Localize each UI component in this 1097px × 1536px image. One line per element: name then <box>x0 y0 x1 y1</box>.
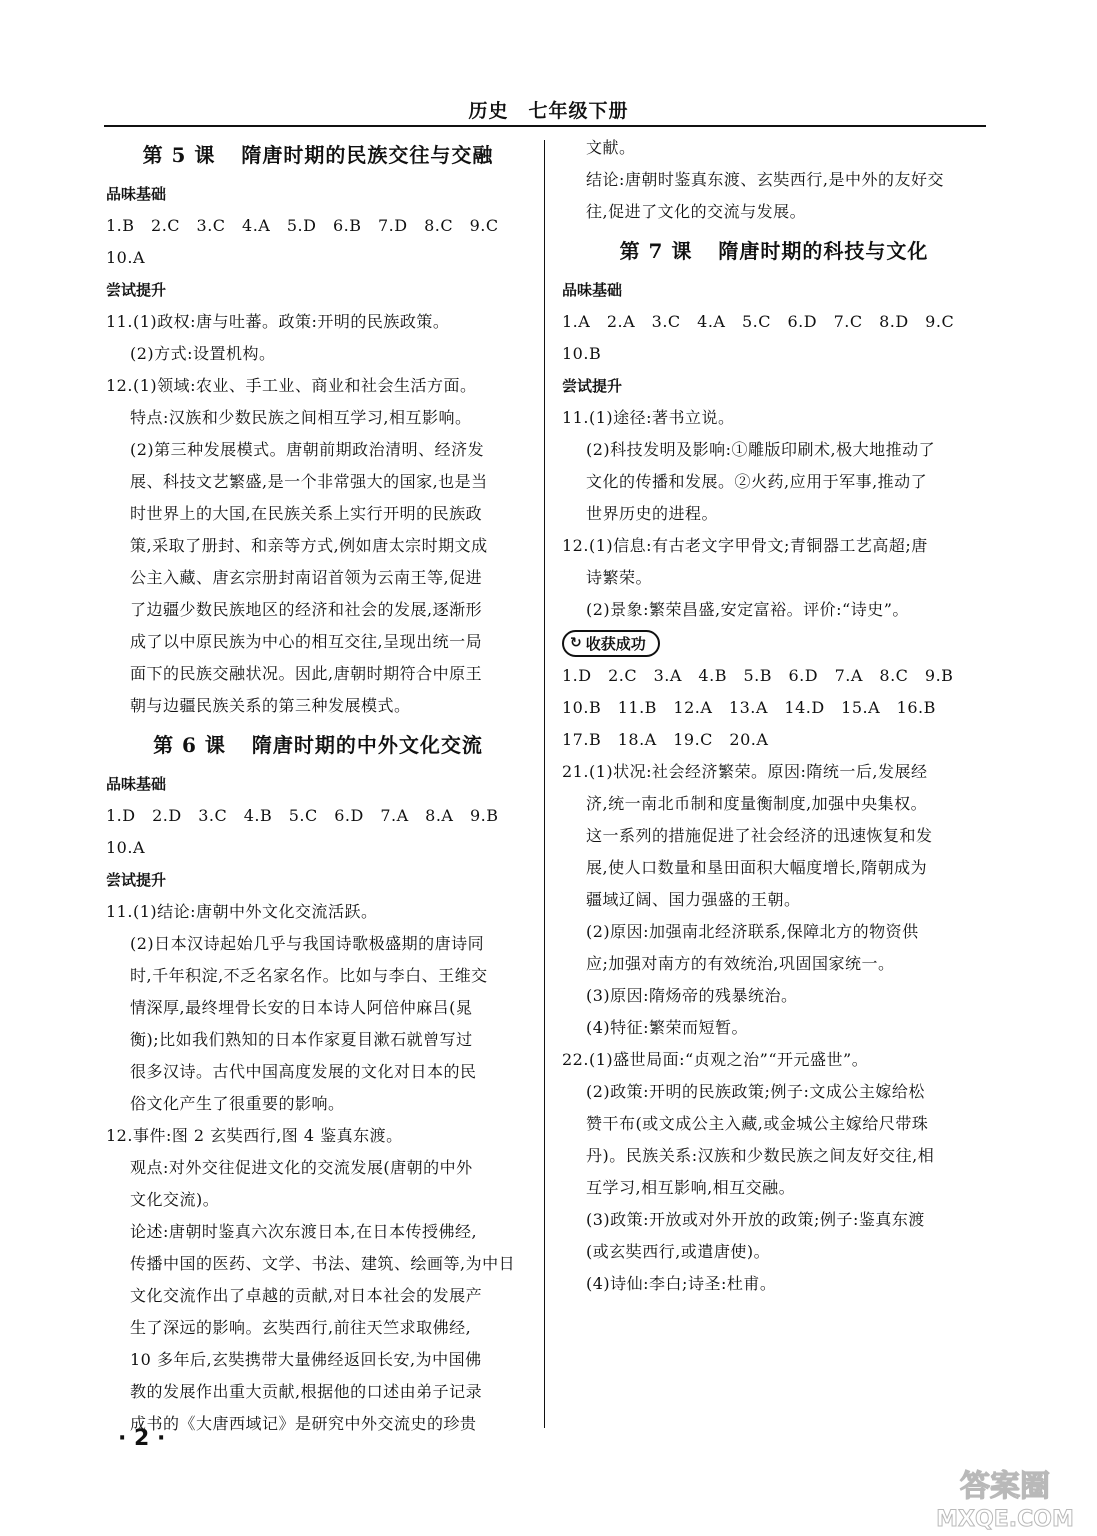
header-rule <box>104 125 986 127</box>
text-line: (2)政策:开明的民族政策;例子:文成公主嫁给松 <box>586 1082 925 1101</box>
column-divider <box>544 140 545 1428</box>
text-line: (3)原因:隋炀帝的残暴统治。 <box>586 986 798 1005</box>
text-line: 赞干布(或文成公主入藏,或金城公主嫁给尺带珠 <box>586 1114 929 1133</box>
lesson-7-name: 隋唐时期的科技与文化 <box>718 239 929 263</box>
watermark-text-top: 答案圈 <box>960 1469 1050 1504</box>
badge-label: 收获成功 <box>585 634 646 653</box>
section-heading: 品味基础 <box>106 185 167 203</box>
text-line: 策,采取了册封、和亲等方式,例如唐太宗时期文成 <box>130 536 488 555</box>
text-line: 传播中国的医药、文学、书法、建筑、绘画等,为中日 <box>130 1254 516 1273</box>
left-column <box>106 132 530 1440</box>
answer-line: 10.A <box>106 838 145 857</box>
lesson-6-title <box>106 722 530 768</box>
text-line: 11.(1)政权:唐与吐蕃。政策:开明的民族政策。 <box>106 312 450 331</box>
text-line: 展,使人口数量和垦田面积大幅度增长,隋朝成为 <box>586 858 928 877</box>
text-line: 了边疆少数民族地区的经济和社会的发展,逐渐形 <box>130 600 483 619</box>
text-line: 诗繁荣。 <box>586 568 653 587</box>
section-heading: 品味基础 <box>106 775 167 793</box>
text-line: 特点:汉族和少数民族之间相互学习,相互影响。 <box>130 408 472 427</box>
answer-line: 1.D 2.D 3.C 4.B 5.C 6.D 7.A 8.A 9.B <box>106 806 499 825</box>
text-line: 22.(1)盛世局面:“贞观之治”“开元盛世”。 <box>562 1050 869 1069</box>
text-line: (2)方式:设置机构。 <box>130 344 276 363</box>
right-column <box>562 132 986 1300</box>
text-line: 展、科技文艺繁盛,是一个非常强大的国家,也是当 <box>130 472 488 491</box>
text-line: 论述:唐朝时鉴真六次东渡日本,在日本传授佛经, <box>130 1222 478 1241</box>
text-line: 朝与边疆民族关系的第三种发展模式。 <box>130 696 411 715</box>
lesson-7-title <box>562 228 986 274</box>
text-line: 观点:对外交往促进文化的交流发展(唐朝的中外 <box>130 1158 473 1177</box>
text-line: 疆域辽阔、国力强盛的王朝。 <box>586 890 801 909</box>
text-line: 文献。 <box>586 138 636 157</box>
text-line: 往,促进了文化的交流与发展。 <box>586 202 807 221</box>
text-line: 时世界上的大国,在民族关系上实行开明的民族政 <box>130 504 483 523</box>
text-line: 12.事件:图 2 玄奘西行,图 4 鉴真东渡。 <box>106 1126 403 1145</box>
lesson-7-number: 第 7 课 <box>619 239 693 263</box>
text-line: 11.(1)途径:著书立说。 <box>562 408 735 427</box>
text-line: 文化交流作出了卓越的贡献,对日本社会的发展产 <box>130 1286 483 1305</box>
text-line: 结论:唐朝时鉴真东渡、玄奘西行,是中外的友好交 <box>586 170 944 189</box>
text-line: (4)特征:繁荣而短暂。 <box>586 1018 749 1037</box>
harvest-success-badge <box>562 626 986 660</box>
refresh-arrow-icon: ↻ <box>570 635 582 651</box>
lesson-5-number: 第 5 课 <box>142 143 216 167</box>
text-line: 12.(1)信息:有古老文字甲骨文;青铜器工艺高超;唐 <box>562 536 928 555</box>
text-line: 生了深远的影响。玄奘西行,前往天竺求取佛经, <box>130 1318 472 1337</box>
text-line: (2)日本汉诗起始几乎与我国诗歌极盛期的唐诗同 <box>130 934 485 953</box>
answer-line: 17.B 18.A 19.C 20.A <box>562 730 769 749</box>
answer-line: 10.B 11.B 12.A 13.A 14.D 15.A 16.B <box>562 698 936 717</box>
text-line: 互学习,相互影响,相互交融。 <box>586 1178 796 1197</box>
watermark-logo <box>920 1462 1090 1532</box>
text-line: 12.(1)领域:农业、手工业、商业和社会生活方面。 <box>106 376 477 395</box>
text-line: 10 多年后,玄奘携带大量佛经返回长安,为中国佛 <box>130 1350 482 1369</box>
text-line: 公主入藏、唐玄宗册封南诏首领为云南王等,促进 <box>130 568 483 587</box>
answer-line: 10.B <box>562 344 602 363</box>
text-line: 俗文化产生了很重要的影响。 <box>130 1094 345 1113</box>
text-line: 济,统一南北币制和度量衡制度,加强中央集权。 <box>586 794 928 813</box>
answer-line: 1.B 2.C 3.C 4.A 5.D 6.B 7.D 8.C 9.C <box>106 216 499 235</box>
text-line: 成了以中原民族为中心的相互交往,呈现出统一局 <box>130 632 483 651</box>
page-header-title: 历史 七年级下册 <box>468 100 629 122</box>
text-line: 文化交流)。 <box>130 1190 220 1209</box>
lesson-6-number: 第 6 课 <box>153 733 226 757</box>
text-line: 丹)。民族关系:汉族和少数民族之间友好交往,相 <box>586 1146 935 1165</box>
lesson-6-name: 隋唐时期的中外文化交流 <box>251 733 483 757</box>
lesson-5-name: 隋唐时期的民族交往与交融 <box>241 143 494 167</box>
text-line: 衡);比如我们熟知的日本作家夏目漱石就曾写过 <box>130 1030 473 1049</box>
watermark-text-bottom: MXQE.COM <box>936 1507 1074 1532</box>
text-line: (2)原因:加强南北经济联系,保障北方的物资供 <box>586 922 919 941</box>
text-line: 教的发展作出重大贡献,根据他的口述由弟子记录 <box>130 1382 483 1401</box>
page-number: · 2 · <box>118 1426 166 1451</box>
text-line: 11.(1)结论:唐朝中外文化交流活跃。 <box>106 902 378 921</box>
text-line: 很多汉诗。古代中国高度发展的文化对日本的民 <box>130 1062 477 1081</box>
section-heading: 尝试提升 <box>106 871 167 889</box>
text-line: (或玄奘西行,或遣唐使)。 <box>586 1242 771 1261</box>
text-line: (4)诗仙:李白;诗圣:杜甫。 <box>586 1274 777 1293</box>
answer-line: 1.A 2.A 3.C 4.A 5.C 6.D 7.C 8.D 9.C <box>562 312 955 331</box>
text-line: 成书的《大唐西域记》是研究中外交流史的珍贵 <box>130 1414 477 1433</box>
section-heading: 尝试提升 <box>106 281 167 299</box>
text-line: 世界历史的进程。 <box>586 504 719 523</box>
text-line: 21.(1)状况:社会经济繁荣。原因:隋统一后,发展经 <box>562 762 928 781</box>
section-heading: 品味基础 <box>562 281 623 299</box>
answer-line: 1.D 2.C 3.A 4.B 5.B 6.D 7.A 8.C 9.B <box>562 666 954 685</box>
lesson-5-title <box>106 132 530 178</box>
text-line: 这一系列的措施促进了社会经济的迅速恢复和发 <box>586 826 933 845</box>
text-line: 时,千年积淀,不乏名家名作。比如与李白、王维交 <box>130 966 488 985</box>
text-line: (2)科技发明及影响:①雕版印刷术,极大地推动了 <box>586 440 936 459</box>
text-line: 情深厚,最终埋骨长安的日本诗人阿倍仲麻吕(晁 <box>130 998 473 1017</box>
answer-line: 10.A <box>106 248 145 267</box>
text-line: 文化的传播和发展。②火药,应用于军事,推动了 <box>586 472 928 491</box>
text-line: (3)政策:开放或对外开放的政策;例子:鉴真东渡 <box>586 1210 925 1229</box>
text-line: 面下的民族交融状况。因此,唐朝时期符合中原王 <box>130 664 483 683</box>
text-line: (2)第三种发展模式。唐朝前期政治清明、经济发 <box>130 440 485 459</box>
text-line: 应;加强对南方的有效统治,巩固国家统一。 <box>586 954 895 973</box>
text-line: (2)景象:繁荣昌盛,安定富裕。评价:“诗史”。 <box>586 600 909 619</box>
section-heading: 尝试提升 <box>562 377 623 395</box>
